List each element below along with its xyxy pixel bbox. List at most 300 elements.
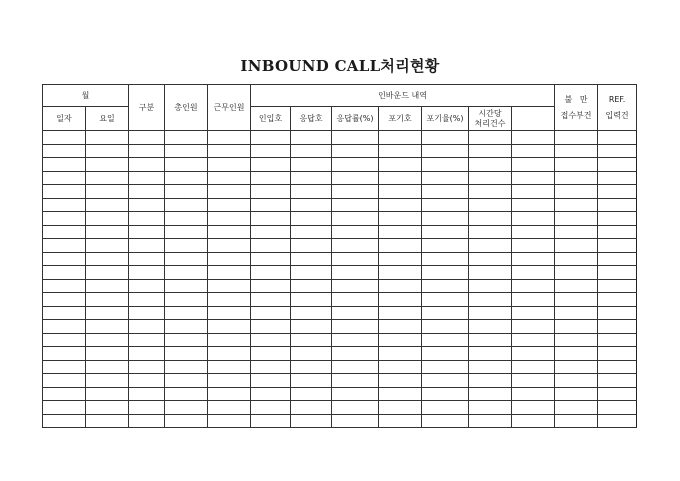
table-cell[interactable] (208, 239, 251, 253)
table-cell[interactable] (332, 266, 379, 280)
table-cell[interactable] (43, 333, 86, 347)
table-cell[interactable] (332, 401, 379, 415)
table-cell[interactable] (512, 306, 555, 320)
table-cell[interactable] (469, 212, 512, 226)
table-cell[interactable] (208, 387, 251, 401)
table-cell[interactable] (208, 401, 251, 415)
table-cell[interactable] (469, 185, 512, 199)
table-cell[interactable] (291, 158, 332, 172)
table-cell[interactable] (43, 171, 86, 185)
table-cell[interactable] (555, 374, 598, 388)
table-cell[interactable] (251, 144, 291, 158)
table-cell[interactable] (469, 306, 512, 320)
table-cell[interactable] (165, 279, 208, 293)
table-cell[interactable] (598, 279, 637, 293)
table-cell[interactable] (208, 252, 251, 266)
table-cell[interactable] (165, 185, 208, 199)
table-cell[interactable] (291, 401, 332, 415)
table-cell[interactable] (129, 414, 165, 428)
table-cell[interactable] (555, 171, 598, 185)
table-cell[interactable] (469, 225, 512, 239)
table-cell[interactable] (555, 347, 598, 361)
table-cell[interactable] (251, 212, 291, 226)
table-cell[interactable] (208, 144, 251, 158)
table-cell[interactable] (598, 374, 637, 388)
table-cell[interactable] (598, 414, 637, 428)
table-cell[interactable] (251, 306, 291, 320)
table-cell[interactable] (86, 212, 129, 226)
table-cell[interactable] (129, 239, 165, 253)
table-cell[interactable] (555, 401, 598, 415)
table-cell[interactable] (43, 414, 86, 428)
table-cell[interactable] (208, 171, 251, 185)
table-cell[interactable] (208, 293, 251, 307)
table-cell[interactable] (291, 306, 332, 320)
table-cell[interactable] (86, 252, 129, 266)
table-cell[interactable] (512, 212, 555, 226)
table-cell[interactable] (512, 374, 555, 388)
table-cell[interactable] (129, 360, 165, 374)
table-cell[interactable] (469, 333, 512, 347)
table-cell[interactable] (291, 171, 332, 185)
table-cell[interactable] (379, 212, 422, 226)
table-cell[interactable] (598, 198, 637, 212)
table-cell[interactable] (512, 198, 555, 212)
table-cell[interactable] (379, 279, 422, 293)
table-cell[interactable] (165, 374, 208, 388)
table-cell[interactable] (43, 239, 86, 253)
table-cell[interactable] (555, 333, 598, 347)
table-cell[interactable] (332, 185, 379, 199)
table-cell[interactable] (469, 279, 512, 293)
table-cell[interactable] (512, 320, 555, 334)
table-cell[interactable] (165, 144, 208, 158)
table-cell[interactable] (251, 171, 291, 185)
table-cell[interactable] (512, 158, 555, 172)
table-cell[interactable] (379, 374, 422, 388)
table-cell[interactable] (251, 198, 291, 212)
table-cell[interactable] (332, 239, 379, 253)
table-cell[interactable] (291, 212, 332, 226)
table-cell[interactable] (43, 279, 86, 293)
table-cell[interactable] (208, 185, 251, 199)
table-cell[interactable] (379, 347, 422, 361)
table-cell[interactable] (43, 144, 86, 158)
table-cell[interactable] (332, 144, 379, 158)
table-cell[interactable] (86, 333, 129, 347)
table-cell[interactable] (129, 185, 165, 199)
table-cell[interactable] (469, 347, 512, 361)
table-cell[interactable] (129, 171, 165, 185)
table-cell[interactable] (379, 387, 422, 401)
table-cell[interactable] (129, 306, 165, 320)
table-cell[interactable] (422, 212, 469, 226)
table-cell[interactable] (86, 347, 129, 361)
table-cell[interactable] (291, 266, 332, 280)
table-cell[interactable] (129, 347, 165, 361)
table-cell[interactable] (251, 374, 291, 388)
table-cell[interactable] (512, 401, 555, 415)
table-cell[interactable] (43, 212, 86, 226)
table-cell[interactable] (165, 360, 208, 374)
table-cell[interactable] (251, 158, 291, 172)
table-cell[interactable] (208, 374, 251, 388)
table-cell[interactable] (86, 266, 129, 280)
table-cell[interactable] (555, 293, 598, 307)
table-cell[interactable] (379, 293, 422, 307)
table-cell[interactable] (251, 185, 291, 199)
table-cell[interactable] (332, 293, 379, 307)
table-cell[interactable] (469, 401, 512, 415)
table-cell[interactable] (512, 279, 555, 293)
table-cell[interactable] (129, 387, 165, 401)
table-cell[interactable] (379, 333, 422, 347)
table-cell[interactable] (469, 293, 512, 307)
table-cell[interactable] (43, 198, 86, 212)
table-cell[interactable] (251, 333, 291, 347)
table-cell[interactable] (165, 347, 208, 361)
table-cell[interactable] (598, 225, 637, 239)
table-cell[interactable] (469, 171, 512, 185)
table-cell[interactable] (332, 252, 379, 266)
table-cell[interactable] (86, 158, 129, 172)
table-cell[interactable] (555, 131, 598, 145)
table-cell[interactable] (208, 266, 251, 280)
table-cell[interactable] (251, 414, 291, 428)
table-cell[interactable] (422, 414, 469, 428)
table-cell[interactable] (251, 131, 291, 145)
table-cell[interactable] (469, 414, 512, 428)
table-cell[interactable] (332, 198, 379, 212)
table-cell[interactable] (422, 387, 469, 401)
table-cell[interactable] (129, 401, 165, 415)
table-cell[interactable] (422, 198, 469, 212)
table-cell[interactable] (332, 171, 379, 185)
table-cell[interactable] (86, 171, 129, 185)
table-cell[interactable] (332, 131, 379, 145)
table-cell[interactable] (422, 266, 469, 280)
table-cell[interactable] (86, 131, 129, 145)
table-cell[interactable] (469, 239, 512, 253)
table-cell[interactable] (422, 171, 469, 185)
table-cell[interactable] (291, 279, 332, 293)
table-cell[interactable] (251, 360, 291, 374)
table-cell[interactable] (86, 293, 129, 307)
table-cell[interactable] (422, 158, 469, 172)
table-cell[interactable] (379, 320, 422, 334)
table-cell[interactable] (291, 414, 332, 428)
table-cell[interactable] (422, 347, 469, 361)
table-cell[interactable] (512, 252, 555, 266)
table-cell[interactable] (379, 401, 422, 415)
table-cell[interactable] (512, 131, 555, 145)
table-cell[interactable] (165, 414, 208, 428)
table-cell[interactable] (512, 185, 555, 199)
table-cell[interactable] (379, 144, 422, 158)
table-cell[interactable] (129, 198, 165, 212)
table-cell[interactable] (555, 212, 598, 226)
table-cell[interactable] (251, 293, 291, 307)
table-cell[interactable] (129, 212, 165, 226)
table-cell[interactable] (555, 144, 598, 158)
table-cell[interactable] (165, 225, 208, 239)
table-cell[interactable] (208, 306, 251, 320)
table-cell[interactable] (291, 198, 332, 212)
table-cell[interactable] (165, 252, 208, 266)
table-cell[interactable] (291, 360, 332, 374)
table-cell[interactable] (165, 320, 208, 334)
table-cell[interactable] (555, 158, 598, 172)
table-cell[interactable] (332, 225, 379, 239)
table-cell[interactable] (291, 252, 332, 266)
table-cell[interactable] (379, 360, 422, 374)
table-cell[interactable] (512, 266, 555, 280)
table-cell[interactable] (555, 306, 598, 320)
table-cell[interactable] (332, 333, 379, 347)
table-cell[interactable] (86, 306, 129, 320)
table-cell[interactable] (332, 374, 379, 388)
table-cell[interactable] (422, 374, 469, 388)
table-cell[interactable] (129, 131, 165, 145)
table-cell[interactable] (512, 293, 555, 307)
table-cell[interactable] (291, 347, 332, 361)
table-cell[interactable] (555, 252, 598, 266)
table-cell[interactable] (598, 158, 637, 172)
table-cell[interactable] (598, 131, 637, 145)
table-cell[interactable] (598, 293, 637, 307)
table-cell[interactable] (469, 158, 512, 172)
table-cell[interactable] (165, 212, 208, 226)
table-cell[interactable] (129, 374, 165, 388)
table-cell[interactable] (129, 225, 165, 239)
table-cell[interactable] (43, 158, 86, 172)
table-cell[interactable] (251, 347, 291, 361)
table-cell[interactable] (43, 252, 86, 266)
table-cell[interactable] (555, 239, 598, 253)
table-cell[interactable] (469, 387, 512, 401)
table-cell[interactable] (165, 131, 208, 145)
table-cell[interactable] (208, 279, 251, 293)
table-cell[interactable] (165, 293, 208, 307)
table-cell[interactable] (86, 279, 129, 293)
table-cell[interactable] (43, 185, 86, 199)
table-cell[interactable] (129, 279, 165, 293)
table-cell[interactable] (43, 360, 86, 374)
table-cell[interactable] (598, 266, 637, 280)
table-cell[interactable] (291, 185, 332, 199)
table-cell[interactable] (86, 320, 129, 334)
table-cell[interactable] (379, 266, 422, 280)
table-cell[interactable] (165, 333, 208, 347)
table-cell[interactable] (379, 131, 422, 145)
table-cell[interactable] (332, 158, 379, 172)
table-cell[interactable] (598, 387, 637, 401)
table-cell[interactable] (598, 320, 637, 334)
table-cell[interactable] (332, 279, 379, 293)
table-cell[interactable] (422, 185, 469, 199)
table-cell[interactable] (43, 266, 86, 280)
table-cell[interactable] (251, 320, 291, 334)
table-cell[interactable] (512, 360, 555, 374)
table-cell[interactable] (598, 212, 637, 226)
table-cell[interactable] (469, 198, 512, 212)
table-cell[interactable] (291, 374, 332, 388)
table-cell[interactable] (165, 387, 208, 401)
table-cell[interactable] (208, 320, 251, 334)
table-cell[interactable] (469, 320, 512, 334)
table-cell[interactable] (208, 347, 251, 361)
table-cell[interactable] (422, 131, 469, 145)
table-cell[interactable] (512, 333, 555, 347)
table-cell[interactable] (291, 144, 332, 158)
table-cell[interactable] (332, 320, 379, 334)
table-cell[interactable] (208, 131, 251, 145)
table-cell[interactable] (422, 144, 469, 158)
table-cell[interactable] (512, 387, 555, 401)
table-cell[interactable] (86, 374, 129, 388)
table-cell[interactable] (469, 360, 512, 374)
table-cell[interactable] (422, 401, 469, 415)
table-cell[interactable] (379, 225, 422, 239)
table-cell[interactable] (43, 293, 86, 307)
table-cell[interactable] (332, 387, 379, 401)
table-cell[interactable] (422, 333, 469, 347)
table-cell[interactable] (469, 266, 512, 280)
table-cell[interactable] (208, 333, 251, 347)
table-cell[interactable] (332, 347, 379, 361)
table-cell[interactable] (165, 239, 208, 253)
table-cell[interactable] (598, 333, 637, 347)
table-cell[interactable] (165, 266, 208, 280)
table-cell[interactable] (129, 252, 165, 266)
table-cell[interactable] (291, 333, 332, 347)
table-cell[interactable] (86, 144, 129, 158)
table-cell[interactable] (598, 239, 637, 253)
table-cell[interactable] (598, 252, 637, 266)
table-cell[interactable] (555, 266, 598, 280)
table-cell[interactable] (208, 212, 251, 226)
table-cell[interactable] (598, 347, 637, 361)
table-cell[interactable] (555, 225, 598, 239)
table-cell[interactable] (86, 185, 129, 199)
table-cell[interactable] (379, 306, 422, 320)
table-cell[interactable] (555, 185, 598, 199)
table-cell[interactable] (43, 387, 86, 401)
table-cell[interactable] (165, 401, 208, 415)
table-cell[interactable] (598, 360, 637, 374)
table-cell[interactable] (598, 401, 637, 415)
table-cell[interactable] (129, 158, 165, 172)
table-cell[interactable] (469, 374, 512, 388)
table-cell[interactable] (598, 185, 637, 199)
table-cell[interactable] (251, 239, 291, 253)
table-cell[interactable] (251, 252, 291, 266)
table-cell[interactable] (86, 401, 129, 415)
table-cell[interactable] (129, 266, 165, 280)
table-cell[interactable] (129, 333, 165, 347)
table-cell[interactable] (469, 252, 512, 266)
table-cell[interactable] (512, 347, 555, 361)
table-cell[interactable] (332, 414, 379, 428)
table-cell[interactable] (165, 171, 208, 185)
table-cell[interactable] (291, 131, 332, 145)
table-cell[interactable] (598, 171, 637, 185)
table-cell[interactable] (469, 131, 512, 145)
table-cell[interactable] (43, 347, 86, 361)
table-cell[interactable] (165, 158, 208, 172)
table-cell[interactable] (379, 252, 422, 266)
table-cell[interactable] (251, 401, 291, 415)
table-cell[interactable] (291, 293, 332, 307)
table-cell[interactable] (208, 360, 251, 374)
table-cell[interactable] (165, 306, 208, 320)
table-cell[interactable] (251, 279, 291, 293)
table-cell[interactable] (251, 387, 291, 401)
table-cell[interactable] (86, 387, 129, 401)
table-cell[interactable] (512, 239, 555, 253)
table-cell[interactable] (422, 293, 469, 307)
table-cell[interactable] (86, 360, 129, 374)
table-cell[interactable] (422, 320, 469, 334)
table-cell[interactable] (512, 414, 555, 428)
table-cell[interactable] (555, 279, 598, 293)
table-cell[interactable] (332, 360, 379, 374)
table-cell[interactable] (165, 198, 208, 212)
table-cell[interactable] (555, 414, 598, 428)
table-cell[interactable] (208, 414, 251, 428)
table-cell[interactable] (86, 414, 129, 428)
table-cell[interactable] (422, 306, 469, 320)
table-cell[interactable] (43, 131, 86, 145)
table-cell[interactable] (208, 158, 251, 172)
table-cell[interactable] (291, 387, 332, 401)
table-cell[interactable] (43, 306, 86, 320)
table-cell[interactable] (555, 320, 598, 334)
table-cell[interactable] (598, 144, 637, 158)
table-cell[interactable] (555, 360, 598, 374)
table-cell[interactable] (208, 225, 251, 239)
table-cell[interactable] (379, 198, 422, 212)
table-cell[interactable] (422, 225, 469, 239)
table-cell[interactable] (422, 360, 469, 374)
table-cell[interactable] (129, 293, 165, 307)
table-cell[interactable] (291, 225, 332, 239)
table-cell[interactable] (422, 252, 469, 266)
table-cell[interactable] (469, 144, 512, 158)
table-cell[interactable] (43, 374, 86, 388)
table-cell[interactable] (208, 198, 251, 212)
table-cell[interactable] (512, 225, 555, 239)
table-cell[interactable] (512, 144, 555, 158)
table-cell[interactable] (291, 239, 332, 253)
table-cell[interactable] (86, 198, 129, 212)
table-cell[interactable] (379, 171, 422, 185)
table-cell[interactable] (598, 306, 637, 320)
table-cell[interactable] (379, 414, 422, 428)
table-cell[interactable] (379, 158, 422, 172)
table-cell[interactable] (86, 225, 129, 239)
table-cell[interactable] (422, 279, 469, 293)
table-cell[interactable] (422, 239, 469, 253)
table-cell[interactable] (251, 225, 291, 239)
table-cell[interactable] (129, 320, 165, 334)
table-cell[interactable] (332, 306, 379, 320)
table-cell[interactable] (291, 320, 332, 334)
table-cell[interactable] (43, 401, 86, 415)
table-cell[interactable] (43, 320, 86, 334)
table-cell[interactable] (555, 387, 598, 401)
table-cell[interactable] (332, 212, 379, 226)
